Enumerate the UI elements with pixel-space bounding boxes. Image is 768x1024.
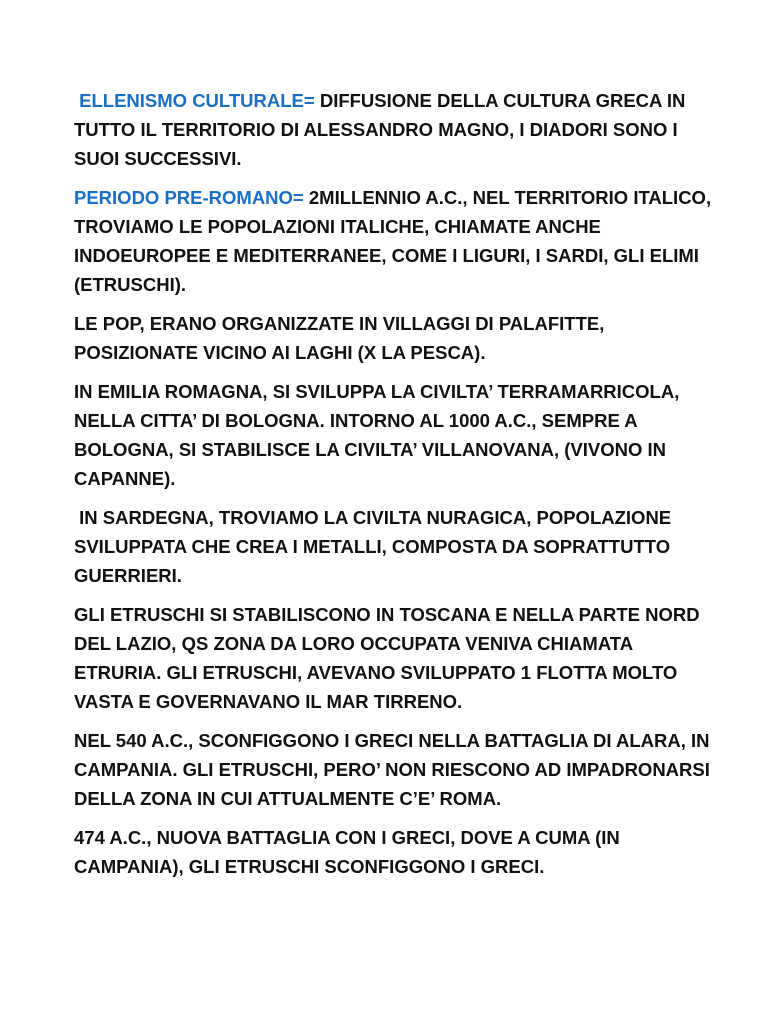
term-ellenismo-culturale: ELLENISMO CULTURALE= — [74, 90, 315, 111]
paragraph-text: DIFFUSIONE DELLA CULTURA GRECA IN TUTTO IL TERRITORIO DI ALESSANDRO MAGNO, I DIADORI SONO I SUOI SUCCESSIVI. — [74, 90, 691, 169]
paragraph-battaglia-alara: NEL 540 A.C., SCONFIGGONO I GRECI NELLA BATTAGLIA DI ALARA, IN CAMPANIA. GLI ETRUSCHI, PERO’ NON RIESCONO AD IMPADRONARSI DELLA ZONA IN CUI ATTUALMENTE C’E’ ROMA. — [74, 730, 716, 809]
paragraph-sardegna: IN SARDEGNA, TROVIAMO LA CIVILTA NURAGICA, POPOLAZIONE SVILUPPATA CHE CREA I METALLI, COMPOSTA DA SOPRATTUTTO GUERRIERI. — [74, 507, 677, 586]
paragraph-text: 2MILLENNIO A.C., NEL TERRITORIO ITALICO, TROVIAMO LE POPOLAZIONI ITALICHE, CHIAMATE ANCHE INDOEUROPEE E MEDITERRANEE, COME I LIGURI, I SARDI, GLI ELIMI (ETRUSCHI). — [74, 187, 717, 295]
paragraph-palafitte: LE POP, ERANO ORGANIZZATE IN VILLAGGI DI PALAFITTE, POSIZIONATE VICINO AI LAGHI (X LA PESCA). — [74, 313, 610, 363]
paragraph-ellenismo — [74, 86, 724, 173]
paragraph-battaglia-cuma: 474 A.C., NUOVA BATTAGLIA CON I GRECI, DOVE A CUMA (IN CAMPANIA), GLI ETRUSCHI SCONFIGGONO I GRECI. — [74, 827, 625, 877]
term-periodo-pre-romano: PERIODO PRE-ROMANO= — [74, 187, 304, 208]
document-page — [74, 86, 724, 891]
paragraph-emilia-romagna: IN EMILIA ROMAGNA, SI SVILUPPA LA CIVILTA’ TERRAMARRICOLA, NELLA CITTA’ DI BOLOGNA. INTORNO AL 1000 A.C., SEMPRE A BOLOGNA, SI STABILISCE LA CIVILTA’ VILLANOVANA, (VIVONO IN CAPANNE). — [74, 381, 685, 489]
paragraph-periodo-pre-romano — [74, 183, 724, 299]
paragraph-etruschi-toscana: GLI ETRUSCHI SI STABILISCONO IN TOSCANA E NELLA PARTE NORD DEL LAZIO, QS ZONA DA LORO OCCUPATA VENIVA CHIAMATA ETRURIA. GLI ETRUSCHI, AVEVANO SVILUPPATO 1 FLOTTA MOLTO VASTA E GOVERNAVANO IL MAR TIRRENO. — [74, 604, 705, 712]
